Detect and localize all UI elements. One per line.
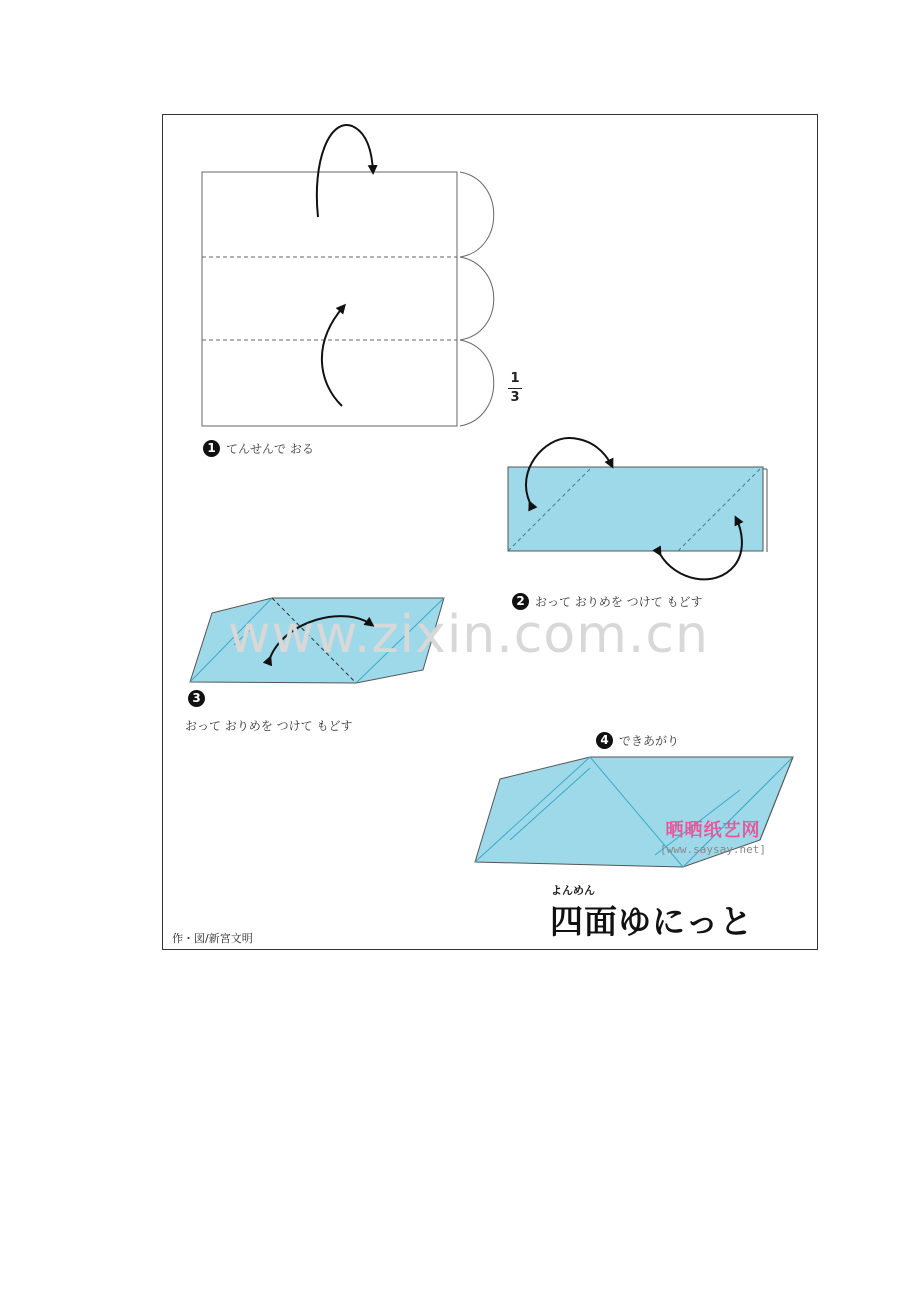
step-1-figure bbox=[202, 125, 494, 426]
logo-name: 晒晒纸艺网 bbox=[665, 820, 761, 841]
watermark: www.zixin.com.cn bbox=[228, 605, 709, 665]
step-4-text: できあがり bbox=[619, 734, 680, 748]
one-third-fraction bbox=[508, 372, 522, 405]
step-3-number: 3 bbox=[188, 690, 205, 707]
step-4-label bbox=[596, 732, 679, 749]
step-2-figure bbox=[508, 438, 767, 579]
author-credit: 作・図/新宮文明 bbox=[172, 932, 253, 945]
step-2-text: おって おりめを つけて もどす bbox=[535, 595, 703, 609]
step-1-number: 1 bbox=[203, 440, 220, 457]
step-2-strip bbox=[508, 467, 763, 551]
step-4-number: 4 bbox=[596, 732, 613, 749]
title-ruby: よんめん bbox=[551, 884, 595, 897]
page-title: 四面ゆにっと bbox=[550, 902, 754, 941]
step-2-number: 2 bbox=[512, 593, 529, 610]
step-3-text: おって おりめを つけて もどす bbox=[185, 719, 353, 733]
step-1-label bbox=[203, 440, 314, 457]
step-3-label-number bbox=[188, 690, 205, 707]
site-logo bbox=[660, 816, 766, 856]
fraction-denominator: 3 bbox=[510, 390, 520, 405]
step-1-text: てんせんで おる bbox=[226, 442, 314, 456]
step-3-label bbox=[185, 717, 352, 734]
fraction-numerator: 1 bbox=[510, 371, 520, 386]
step-1-thirds-bracket bbox=[460, 172, 494, 426]
logo-url: [www.saysay.net] bbox=[660, 843, 766, 856]
